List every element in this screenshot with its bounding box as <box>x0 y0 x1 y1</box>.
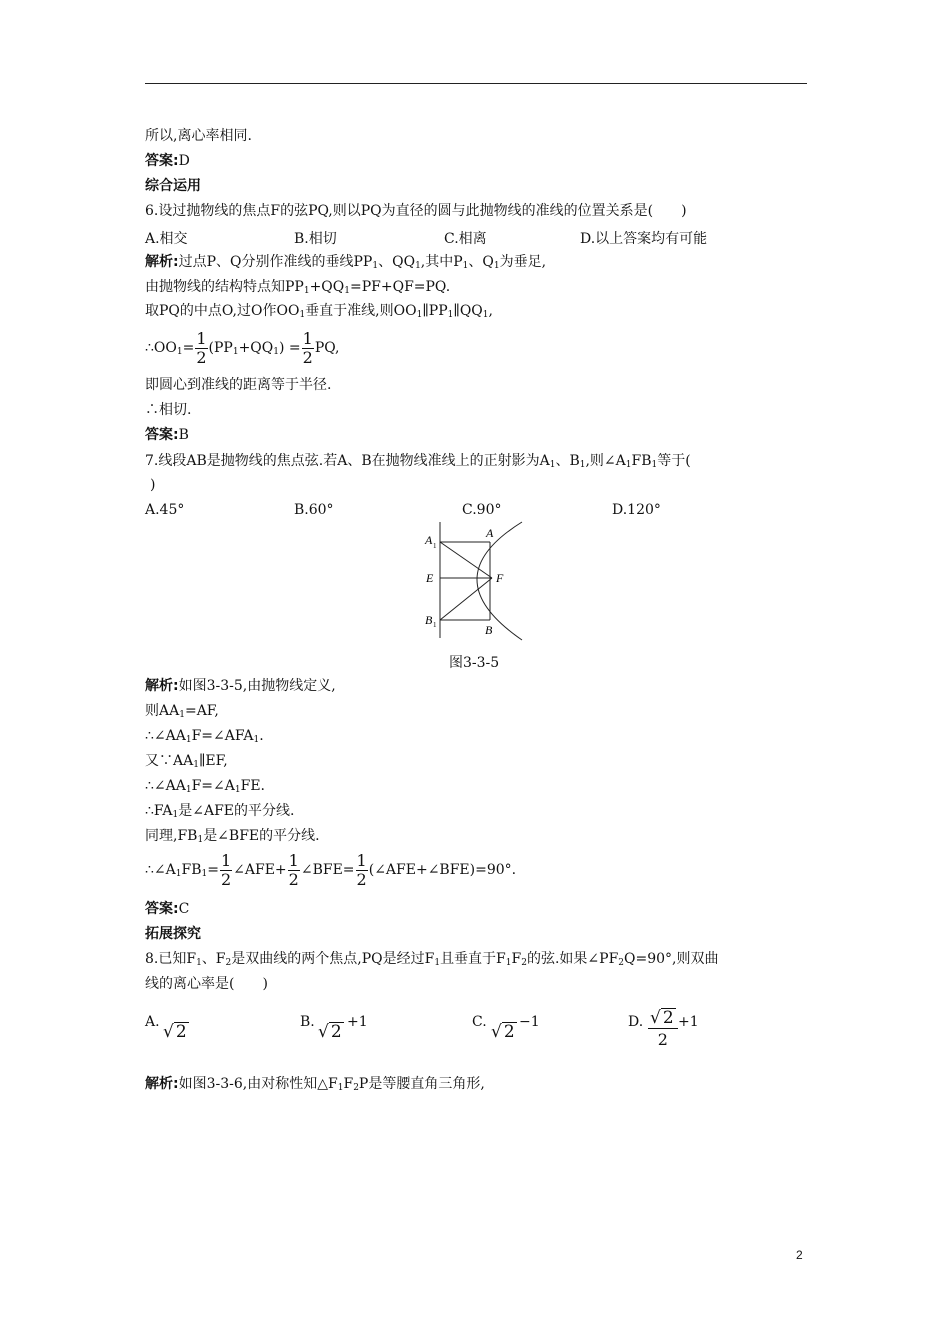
q8-option-c-sqrt: √ 2 <box>491 1022 515 1042</box>
page-number: 2 <box>796 1248 803 1262</box>
label-b1: B <box>425 613 433 627</box>
q7-analysis-6: $\therefore FA_1$是∠AFE的平分线. <box>145 803 295 820</box>
answer-line: 答案:C <box>145 901 190 917</box>
q7-option-a: A.45° <box>145 502 185 518</box>
q8-option-a-sqrt: √ 2 <box>163 1022 187 1042</box>
q8-option-d-tail: +1 <box>678 1014 699 1030</box>
q8-option-b-tail: +1 <box>347 1014 368 1030</box>
section-heading: 拓展探究 <box>145 926 201 942</box>
question-6: 6.设过抛物线的焦点F的弦PQ,则以PQ为直径的圆与此抛物线的准线的位置关系是( ) <box>145 203 687 219</box>
q6-option-d: D.以上答案均有可能 <box>580 231 708 247</box>
answer-line: 答案:B <box>145 427 189 443</box>
q7-analysis-4: 又$\because AA_1\parallel EF$, <box>145 753 228 770</box>
q7-option-d: D.120° <box>612 502 661 518</box>
question-8: 8.已知$F_1$、$F_2$是双曲线的两个焦点,PQ是经过$F_1$且垂直于$F_1F_2$的弦.如果$\angle PF_2Q=90^\circ$,则双曲 <box>145 951 719 968</box>
q7-paren-close: ) <box>150 477 156 493</box>
fraction-one-half: $\frac{1}{2}$ <box>302 328 313 367</box>
q6-option-c: C.相离 <box>444 231 487 247</box>
q6-analysis-5: 即圆心到准线的距离等于半径. <box>145 377 332 393</box>
fraction-one-half: $\frac{1}{2}$ <box>220 850 232 889</box>
q8-option-a: A. <box>145 1014 160 1030</box>
q7-option-c: C.90° <box>462 502 502 518</box>
q7-analysis-2: 则$AA_1=AF$, <box>145 703 219 720</box>
q6-option-a: A.相交 <box>145 231 188 247</box>
q7-analysis-7: 同理$,FB_1$是∠BFE的平分线. <box>145 828 320 845</box>
q7-analysis-5: $\therefore\angle AA_1F=\angle A_1FE$. <box>145 778 266 795</box>
label-a1: A <box>425 533 433 547</box>
q8-analysis-1: 解析:如图3-3-6,由对称性知$\triangle F_1F_2P$是等腰直角三角形, <box>145 1076 485 1093</box>
q6-analysis-6: ∴相切. <box>145 402 192 418</box>
label-b: B <box>485 623 493 637</box>
label-e: E <box>426 571 434 585</box>
answer-label: 答案: <box>145 153 179 169</box>
q7-analysis-1: 解析:如图3-3-5,由抛物线定义, <box>145 678 336 694</box>
answer-line: 答案:D <box>145 153 190 169</box>
q7-option-b: B.60° <box>294 502 334 518</box>
q7-analysis-8: $\therefore\angle A_1FB_1=$ $\frac{1}{2}$ ∠AFE+ $\frac{1}{2}$ ∠BFE= $\frac{1}{2}$ (∠AFE+∠BFE)=90°. <box>145 850 517 889</box>
question-7: 7.线段AB是抛物线的焦点弦.若A、B在抛物线准线上的正射影为$A_1$、$B_1$,则$\angle A_1FB_1$等于( <box>145 453 691 470</box>
q6-analysis-3: 取PQ的中点O,过O作$OO_1$垂直于准线,则$OO_1\parallel PP_1\parallel QQ_1$, <box>145 303 493 320</box>
question-8-line2: 线的离心率是( ) <box>145 976 268 992</box>
q8-option-c-tail: −1 <box>519 1014 540 1030</box>
q8-option-c: C. <box>472 1014 487 1030</box>
parabola-figure <box>420 520 530 644</box>
q7-analysis-3: $\therefore\angle AA_1F=\angle AFA_1$. <box>145 728 264 745</box>
segment-b1f <box>440 578 492 620</box>
label-f: F <box>496 571 504 585</box>
segment-a1f <box>440 542 492 578</box>
label-a: A <box>486 526 494 540</box>
q8-option-b-sqrt: √ 2 <box>318 1022 342 1042</box>
q6-analysis-4: $\therefore OO_1=$ $\frac{1}{2}$ $(PP_1+QQ_1)$ = $\frac{1}{2}$ PQ, <box>145 328 340 367</box>
section-heading: 综合运用 <box>145 178 201 194</box>
fraction-one-half: $\frac{1}{2}$ <box>356 850 367 889</box>
q6-analysis-1: 解析:过点P、Q分别作准线的垂线$PP_1$、$QQ_1$,其中$P_1$、$Q_1$为垂足, <box>145 254 547 271</box>
fraction-one-half: $\frac{1}{2}$ <box>196 328 207 367</box>
q8-option-d: D. <box>628 1014 644 1030</box>
q6-analysis-2: 由抛物线的结构特点知$PP_1+QQ_1=PF+QF=PQ$. <box>145 279 451 296</box>
q8-option-d-fraction: √ 2 2 <box>648 1008 678 1051</box>
header-rule <box>145 83 807 84</box>
label-b1-sub: 1 <box>433 621 437 629</box>
q6-option-b: B.相切 <box>294 231 337 247</box>
label-a1-sub: 1 <box>433 542 437 550</box>
text-line: 所以,离心率相同. <box>145 128 252 144</box>
q8-option-b: B. <box>300 1014 315 1030</box>
fraction-one-half: $\frac{1}{2}$ <box>288 850 299 889</box>
figure-caption: 图3-3-5 <box>449 655 500 671</box>
